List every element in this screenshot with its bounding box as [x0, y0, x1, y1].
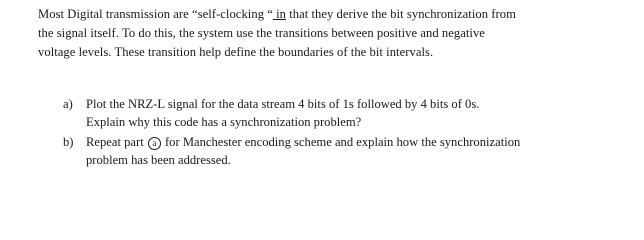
intro-line-1-start: Most Digital transmission are “self-clocking “ [38, 7, 273, 21]
question-a-line-2: Explain why this code has a synchronization problem? [86, 115, 362, 129]
question-b-line-1-end: for Manchester encoding scheme and explain how the synchronization [161, 135, 521, 149]
intro-line-2: the signal itself. To do this, the system use the transitions between positive and negative [38, 26, 485, 40]
question-a-marker: a) [63, 97, 73, 111]
question-b-line-1-start: Repeat part [86, 135, 147, 149]
question-b-line-2: problem has been addressed. [86, 153, 231, 167]
question-a-line-1: Plot the NRZ-L signal for the data stream 4 bits of 1s followed by 4 bits of 0s. [86, 97, 480, 111]
intro-line-1-end: that they derive the bit synchronization from [286, 7, 516, 21]
intro-line-3: voltage levels. These transition help define the boundaries of the bit intervals. [38, 45, 434, 59]
question-b-marker: b) [63, 135, 74, 149]
question-a [63, 95, 641, 131]
question-b-line-1 [86, 133, 641, 151]
question-list [63, 95, 641, 171]
intro-line-1 [38, 5, 638, 24]
intro-paragraph [38, 5, 638, 62]
intro-underlined-word: in [272, 7, 286, 21]
circled-part-reference: a [148, 137, 161, 150]
question-b [63, 133, 641, 169]
